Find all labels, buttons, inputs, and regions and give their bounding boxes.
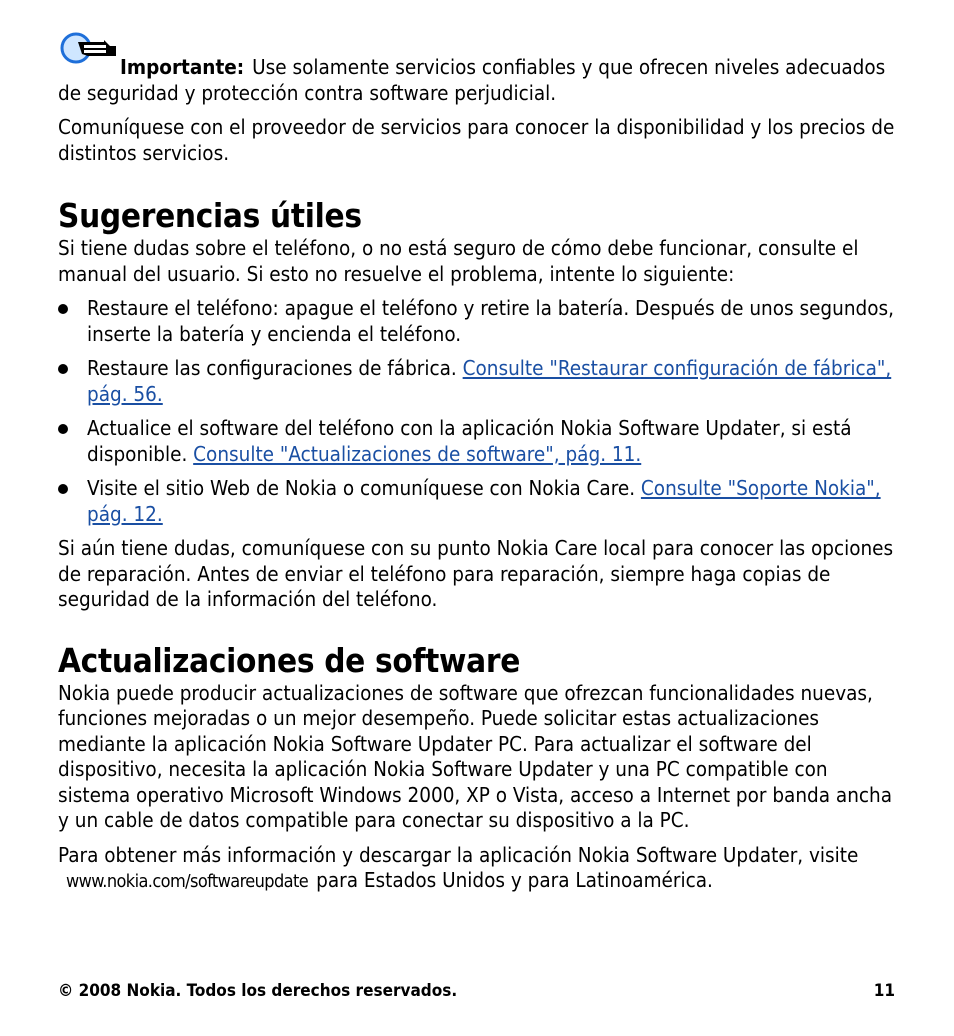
intro-paragraph: Comuníquese con el proveedor de servicios para conocer la disponibilidad y los precios de distintos servicios. bbox=[58, 115, 895, 165]
note-paragraph bbox=[58, 55, 900, 106]
bullet-icon bbox=[58, 484, 68, 494]
list-item-text: Restaure el teléfono: apague el teléfono y retire la batería. Después de unos segundos, inserte la batería y encienda el teléfono. bbox=[87, 296, 894, 346]
para2-end: para Estados Unidos y para Latinoamérica. bbox=[316, 868, 713, 892]
list-item bbox=[58, 476, 900, 527]
bullet-icon bbox=[58, 304, 68, 314]
section1-intro: Si tiene dudas sobre el teléfono, o no está seguro de cómo debe funcionar, consulte el manual del usuario. Si esto no resuelve el problema, intente lo siguiente: bbox=[58, 236, 859, 286]
tips-list bbox=[58, 296, 900, 527]
page-number: 11 bbox=[873, 981, 895, 1001]
list-item bbox=[58, 296, 900, 347]
bullet-icon bbox=[58, 364, 68, 374]
note-text: Use solamente servicios confiables y que ofrecen niveles adecuados de seguridad y protección contra software perjudicial. bbox=[58, 55, 886, 105]
list-item bbox=[58, 356, 900, 407]
list-item-text: Visite el sitio Web de Nokia o comuníquese con Nokia Care. bbox=[87, 476, 636, 500]
section2-paragraph-1: Nokia puede producir actualizaciones de software que ofrezcan funcionalidades nuevas, funciones mejoradas o un mejor desempeño. Puede solicitar estas actualizaciones mediante la aplicación Nokia Software Updater PC. Para actualizar el software del dispositivo, necesita la aplicación Nokia Software Updater y una PC compatible con sistema operativo Microsoft Windows 2000, XP o Vista, acceso a Internet por banda ancha y un cable de datos compatible para conectar su dispositivo a la PC. bbox=[58, 680, 893, 832]
para2-start: Para obtener más información y descargar la aplicación Nokia Software Updater, visite bbox=[58, 842, 859, 867]
list-item bbox=[58, 416, 900, 467]
bullet-icon bbox=[58, 424, 68, 434]
section2-paragraph-2 bbox=[58, 843, 900, 895]
copyright-text: © 2008 Nokia. Todos los derechos reservados. bbox=[58, 981, 458, 1001]
note-pointing-hand-icon bbox=[58, 30, 120, 70]
note-label: Importante: bbox=[120, 55, 245, 79]
page-content bbox=[58, 0, 900, 895]
link-soporte-nokia[interactable]: Consulte "Soporte Nokia", pág. 12. bbox=[87, 476, 881, 526]
link-actualizaciones-software[interactable]: Consulte "Actualizaciones de software", pág. 11. bbox=[193, 441, 642, 466]
section1-closing: Si aún tiene dudas, comuníquese con su punto Nokia Care local para conocer las opciones de reparación. Antes de enviar el teléfono para reparación, siempre haga copias de seguridad de la información del teléfono. bbox=[58, 536, 894, 611]
important-note bbox=[58, 0, 900, 106]
section-heading-actualizaciones: Actualizaciones de software bbox=[58, 640, 521, 680]
section-heading-sugerencias: Sugerencias útiles bbox=[58, 196, 362, 235]
list-item-text: Restaure las configuraciones de fábrica. bbox=[87, 356, 457, 380]
link-restaurar-configuracion[interactable]: Consulte "Restaurar configuración de fábrica", pág. 56. bbox=[87, 356, 892, 406]
software-update-url[interactable]: www.nokia.com/softwareupdate bbox=[66, 871, 309, 892]
page-footer bbox=[58, 980, 895, 1002]
list-item-text: Actualice el software del teléfono con la aplicación Nokia Software Updater, si está disponible. bbox=[87, 416, 852, 466]
